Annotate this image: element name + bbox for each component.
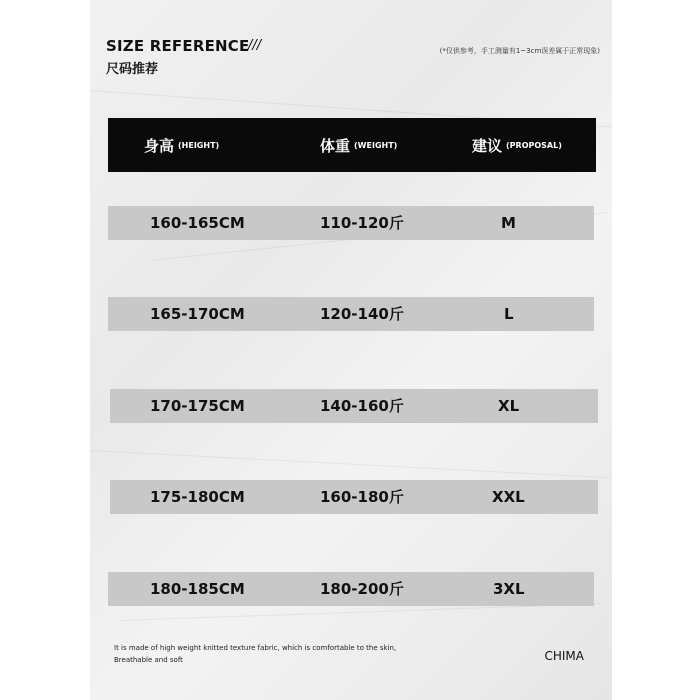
size-cell: M: [501, 214, 516, 232]
column-header-label: 体重: [320, 136, 351, 155]
paper-crease: [90, 450, 611, 478]
title-slashes: ///: [248, 38, 262, 53]
table-row: [108, 572, 594, 606]
column-header-sublabel: (WEIGHT): [354, 140, 398, 150]
height-cell: 165-170CM: [150, 305, 245, 323]
title-english: SIZE REFERENCE: [106, 37, 250, 55]
table-row: [110, 480, 598, 514]
weight-cell: 180-200斤: [320, 580, 404, 598]
measurement-note: (*仅供参考，手工测量有1~3cm误差属于正常现象): [439, 47, 600, 55]
column-header-weight: [320, 118, 397, 172]
title-chinese: 尺码推荐: [106, 62, 159, 77]
column-header-label: 身高: [144, 136, 175, 155]
height-cell: 160-165CM: [150, 214, 245, 232]
column-header-proposal: [472, 118, 562, 172]
table-row: [108, 297, 594, 331]
table-row: [108, 206, 594, 240]
weight-cell: 120-140斤: [320, 305, 404, 323]
table-header: [108, 118, 596, 172]
weight-cell: 140-160斤: [320, 397, 404, 415]
height-cell: 180-185CM: [150, 580, 245, 598]
size-chart-poster: [90, 0, 612, 700]
weight-cell: 110-120斤: [320, 214, 404, 232]
fabric-description: It is made of high weight knitted texture fabric, which is comfortable to the skin, Breathable and soft: [114, 644, 397, 664]
column-header-height: [144, 118, 219, 172]
height-cell: 170-175CM: [150, 397, 245, 415]
brand-name: CHIMA: [544, 649, 584, 663]
size-cell: XL: [498, 397, 520, 415]
height-cell: 175-180CM: [150, 488, 245, 506]
size-cell: L: [504, 305, 514, 323]
weight-cell: 160-180斤: [320, 488, 404, 506]
table-row: [110, 389, 598, 423]
column-header-sublabel: (HEIGHT): [178, 140, 220, 150]
size-cell: 3XL: [493, 580, 525, 598]
column-header-sublabel: (PROPOSAL): [506, 140, 562, 150]
size-cell: XXL: [492, 488, 525, 506]
column-header-label: 建议: [472, 136, 503, 155]
